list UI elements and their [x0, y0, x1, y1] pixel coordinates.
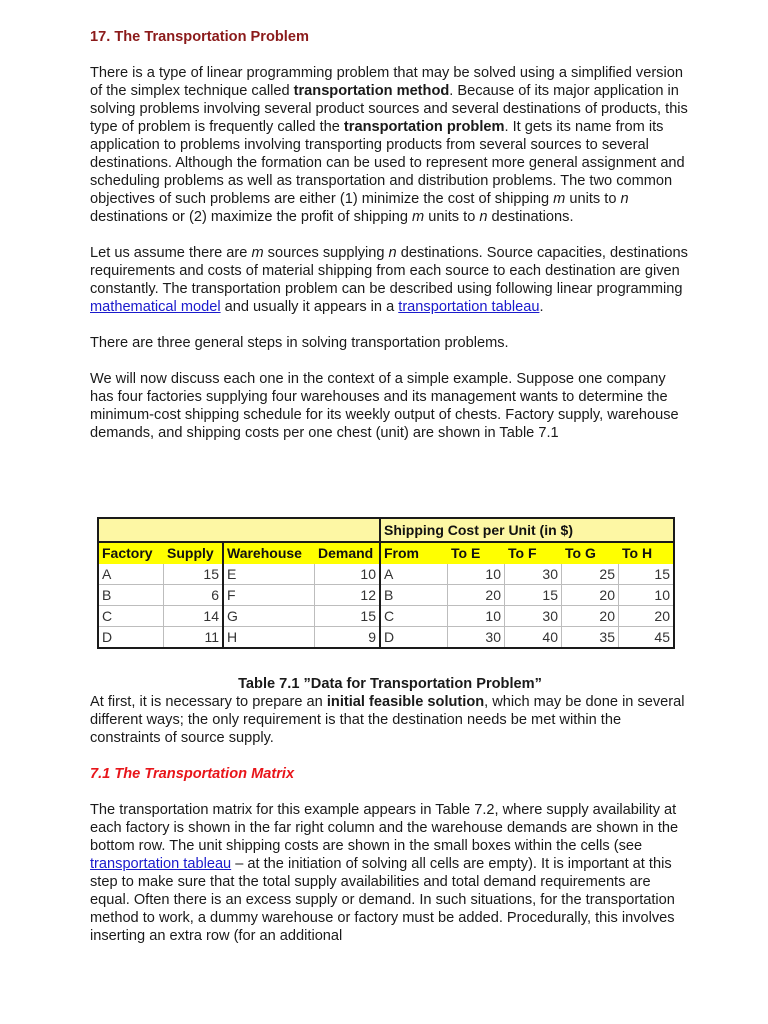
cell-to-h: 20: [619, 606, 675, 627]
initial-solution-paragraph: [90, 693, 690, 747]
text: , which may be done in several different ways; the only requirement is that the destination needs be met within the constraints of source supply.: [90, 694, 685, 746]
cell-to-g: 25: [562, 564, 619, 585]
cell-demand: 10: [315, 564, 381, 585]
table-group-header-row: [98, 518, 674, 542]
cell-to-e: 10: [448, 564, 505, 585]
text: . It gets its name from its application to problems involving transporting products from several sources to several destinations. Although the formation can be used to represent more general assignment and scheduling problems as well as transportation and distribution problems. The two common objectives of such problems are either (1) minimize the cost of shipping: [90, 119, 685, 207]
cell-supply: 11: [164, 627, 224, 649]
italic-var: n: [479, 209, 488, 225]
cell-to-h: 10: [619, 585, 675, 606]
bold-term: transportation problem: [343, 119, 505, 135]
col-header-warehouse: Warehouse: [223, 542, 315, 564]
cell-to-g: 20: [562, 606, 619, 627]
empty-group-cell: [98, 518, 380, 542]
text: . Because of its major application in solving problems involving several product sources and several destinations of products, this type of problem is frequently called the: [90, 83, 688, 135]
cell-factory: B: [98, 585, 164, 606]
italic-var: n: [388, 245, 397, 261]
cell-to-f: 30: [505, 606, 562, 627]
transportation-data-table: [97, 517, 675, 649]
cell-factory: C: [98, 606, 164, 627]
cell-demand: 12: [315, 585, 381, 606]
italic-var: m: [251, 245, 264, 261]
cell-supply: 6: [164, 585, 224, 606]
text: – at the initiation of solving all cells are empty). It is important at this step to make sure that the total supply availabilities and total demand requirements are equal. Often there is an excess supply or demand. In such situations, for the transportation method to work, a dummy warehouse or factory must be added. Procedurally, this involves inserting an extra row (for an additional: [90, 856, 675, 944]
cell-to-f: 15: [505, 585, 562, 606]
cell-to-f: 40: [505, 627, 562, 649]
cell-demand: 9: [315, 627, 381, 649]
text: At first, it is necessary to prepare an: [90, 694, 327, 710]
col-header-to-f: To F: [505, 542, 562, 564]
table-row: [98, 564, 674, 585]
cell-warehouse: H: [223, 627, 315, 649]
text: units to: [565, 191, 621, 207]
text: destinations or (2) maximize the profit of shipping: [90, 209, 413, 225]
cell-supply: 14: [164, 606, 224, 627]
cell-to-e: 30: [448, 627, 505, 649]
text: destinations. Source capacities, destinations requirements and costs of material shipping from each source to each destination are given constantly. The transportation problem can be described using following linear programming: [90, 245, 688, 297]
matrix-paragraph: [90, 801, 690, 945]
table-header-row: [98, 542, 674, 564]
shipping-cost-group-header: Shipping Cost per Unit (in $): [380, 518, 674, 542]
table-row: [98, 585, 674, 606]
italic-var: m: [553, 191, 566, 207]
cell-factory: A: [98, 564, 164, 585]
cell-to-e: 10: [448, 606, 505, 627]
transportation-tableau-link[interactable]: transportation tableau: [90, 856, 232, 872]
text: .: [539, 299, 544, 315]
cell-to-h: 45: [619, 627, 675, 649]
cell-to-h: 15: [619, 564, 675, 585]
data-table-container: [97, 517, 675, 649]
bold-term: initial feasible solution: [326, 694, 485, 710]
col-header-factory: Factory: [98, 542, 164, 564]
example-paragraph: We will now discuss each one in the context of a simple example. Suppose one company has four factories supplying four warehouses and its management wants to determine the minimum-cost shipping schedule for its weekly output of chests. Factory supply, warehouse demands, and shipping costs per one chest (unit) are shown in Table 7.1: [90, 371, 679, 441]
cell-to-f: 30: [505, 564, 562, 585]
cell-factory: D: [98, 627, 164, 649]
text: destinations.: [487, 209, 574, 225]
intro-paragraph: [90, 64, 690, 226]
mathematical-model-link[interactable]: mathematical model: [90, 299, 221, 315]
page-title: 17. The Transportation Problem: [90, 29, 309, 45]
col-header-to-g: To G: [562, 542, 619, 564]
cell-from: D: [380, 627, 448, 649]
table-row: [98, 606, 674, 627]
cell-from: A: [380, 564, 448, 585]
col-header-to-e: To E: [448, 542, 505, 564]
cell-warehouse: G: [223, 606, 315, 627]
text: The transportation matrix for this example appears in Table 7.2, where supply availability at each factory is shown in the far right column and the warehouse demands are shown in the bottom row. The unit shipping costs are shown in the small boxes within the cells (see: [90, 802, 679, 854]
text: Let us assume there are: [90, 245, 252, 261]
text: and usually it appears in a: [220, 299, 399, 315]
steps-paragraph: There are three general steps in solving transportation problems.: [90, 335, 509, 351]
text: There is a type of linear programming problem that may be solved using a simplified version of the simplex technique called: [90, 65, 683, 99]
cell-to-g: 20: [562, 585, 619, 606]
section-heading: 7.1 The Transportation Matrix: [90, 766, 295, 782]
cell-to-e: 20: [448, 585, 505, 606]
cell-from: B: [380, 585, 448, 606]
cell-from: C: [380, 606, 448, 627]
transportation-tableau-link[interactable]: transportation tableau: [398, 299, 540, 315]
col-header-to-h: To H: [619, 542, 675, 564]
col-header-supply: Supply: [164, 542, 224, 564]
col-header-from: From: [380, 542, 448, 564]
cell-demand: 15: [315, 606, 381, 627]
cell-to-g: 35: [562, 627, 619, 649]
italic-var: n: [620, 191, 629, 207]
col-header-demand: Demand: [315, 542, 381, 564]
document-body: [90, 28, 690, 460]
cell-supply: 15: [164, 564, 224, 585]
table-row: [98, 627, 674, 649]
cell-warehouse: E: [223, 564, 315, 585]
table-caption: Table 7.1 ”Data for Transportation Problem”: [238, 676, 542, 692]
assumption-paragraph: [90, 244, 690, 316]
cell-warehouse: F: [223, 585, 315, 606]
text: sources supplying: [263, 245, 389, 261]
italic-var: m: [412, 209, 425, 225]
document-body-continued: [90, 675, 690, 963]
bold-term: transportation method: [293, 83, 450, 99]
text: units to: [424, 209, 480, 225]
